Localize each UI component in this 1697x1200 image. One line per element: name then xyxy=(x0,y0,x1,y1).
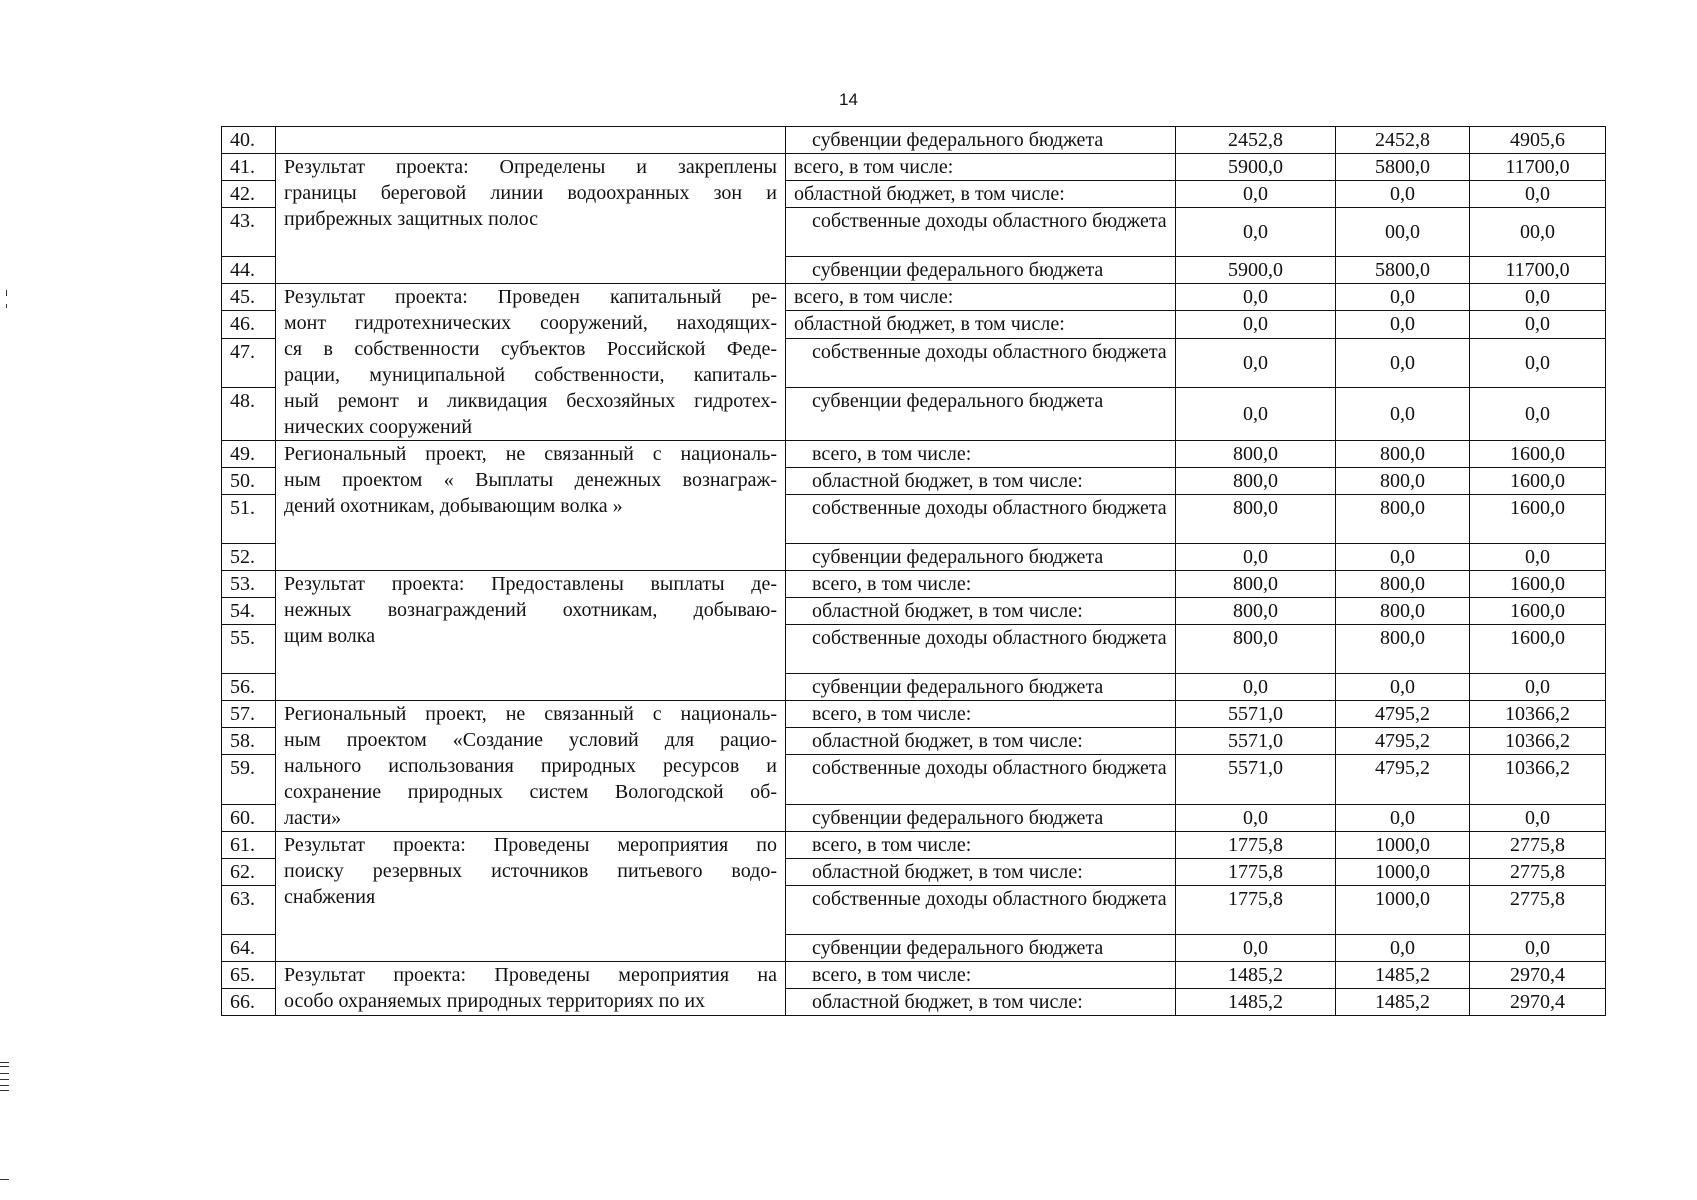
funding-category: всего, в том числе: xyxy=(786,962,1176,989)
value-year-1: 800,0 xyxy=(1176,495,1336,544)
table-row xyxy=(222,441,1606,468)
value-year-1: 1485,2 xyxy=(1176,989,1336,1016)
row-number: 48. xyxy=(222,388,276,441)
value-year-1: 0,0 xyxy=(1176,284,1336,311)
table-row xyxy=(222,832,1606,859)
value-total: 4905,6 xyxy=(1470,127,1606,154)
project-description xyxy=(276,441,786,571)
value-year-1: 0,0 xyxy=(1176,181,1336,208)
value-year-2: 0,0 xyxy=(1336,544,1470,571)
value-year-2: 800,0 xyxy=(1336,495,1470,544)
value-year-2: 800,0 xyxy=(1336,468,1470,495)
project-description-line: Результат проекта: Проведены мероприятия на xyxy=(284,964,777,986)
value-total: 00,0 xyxy=(1470,208,1606,257)
value-year-1: 800,0 xyxy=(1176,571,1336,598)
value-year-1: 800,0 xyxy=(1176,441,1336,468)
value-year-1: 5900,0 xyxy=(1176,154,1336,181)
row-number: 66. xyxy=(222,989,276,1016)
value-total: 2970,4 xyxy=(1470,962,1606,989)
row-number: 60. xyxy=(222,804,276,831)
value-total: 2775,8 xyxy=(1470,886,1606,935)
funding-category: субвенции федерального бюджета xyxy=(786,257,1176,284)
funding-category: всего, в том числе: xyxy=(786,154,1176,181)
project-description-line: нежных вознаграждений охотникам, добываю- xyxy=(284,599,777,621)
project-description-line: щим волка xyxy=(284,625,376,647)
row-number: 44. xyxy=(222,257,276,284)
row-number: 41. xyxy=(222,154,276,181)
value-year-2: 0,0 xyxy=(1336,804,1470,831)
value-year-1: 1485,2 xyxy=(1176,962,1336,989)
project-description-line: Результат проекта: Предоставлены выплаты де- xyxy=(284,573,777,595)
value-total: 1600,0 xyxy=(1470,441,1606,468)
value-year-2: 4795,2 xyxy=(1336,755,1470,804)
project-description-line: поиску резервных источников питьевого водо- xyxy=(284,860,777,882)
funding-category: областной бюджет, в том числе: xyxy=(786,181,1176,208)
funding-category: субвенции федерального бюджета xyxy=(786,674,1176,701)
project-description-line: сохранение природных систем Вологодской об- xyxy=(284,781,777,803)
value-year-2: 800,0 xyxy=(1336,625,1470,674)
budget-table xyxy=(221,126,1606,1016)
row-number: 49. xyxy=(222,441,276,468)
funding-category: областной бюджет, в том числе: xyxy=(786,468,1176,495)
funding-category: областной бюджет, в том числе: xyxy=(786,859,1176,886)
value-total: 0,0 xyxy=(1470,338,1606,388)
value-total: 10366,2 xyxy=(1470,755,1606,804)
row-number: 53. xyxy=(222,571,276,598)
value-total: 1600,0 xyxy=(1470,571,1606,598)
project-description-line: особо охраняемых природных территориях по их xyxy=(284,990,706,1012)
funding-category: всего, в том числе: xyxy=(786,701,1176,728)
row-number: 40. xyxy=(222,127,276,154)
project-description-line: Региональный проект, не связанный с националь- xyxy=(284,703,777,725)
row-number: 57. xyxy=(222,701,276,728)
funding-category: всего, в том числе: xyxy=(786,832,1176,859)
value-year-2: 0,0 xyxy=(1336,311,1470,338)
value-year-2: 0,0 xyxy=(1336,935,1470,962)
value-year-1: 5571,0 xyxy=(1176,701,1336,728)
budget-table-body xyxy=(222,127,1606,1016)
project-description-line: нального использования природных ресурсов и xyxy=(284,755,777,777)
value-year-2: 5800,0 xyxy=(1336,257,1470,284)
value-year-2: 800,0 xyxy=(1336,571,1470,598)
funding-category: субвенции федерального бюджета xyxy=(786,544,1176,571)
value-total: 0,0 xyxy=(1470,935,1606,962)
project-description xyxy=(276,571,786,701)
value-year-1: 1775,8 xyxy=(1176,886,1336,935)
funding-category: собственные доходы областного бюджета xyxy=(786,886,1176,935)
project-description xyxy=(276,127,786,154)
row-number: 59. xyxy=(222,755,276,804)
funding-category: собственные доходы областного бюджета xyxy=(786,755,1176,804)
value-year-2: 0,0 xyxy=(1336,338,1470,388)
value-total: 2970,4 xyxy=(1470,989,1606,1016)
funding-category: областной бюджет, в том числе: xyxy=(786,311,1176,338)
value-total: 11700,0 xyxy=(1470,154,1606,181)
value-year-2: 0,0 xyxy=(1336,388,1470,441)
project-description-line: ным проектом «Создание условий для рацио- xyxy=(284,729,777,751)
project-description-line: монт гидротехнических сооружений, находящих- xyxy=(284,312,777,334)
value-year-1: 1775,8 xyxy=(1176,859,1336,886)
value-year-1: 0,0 xyxy=(1176,544,1336,571)
value-year-1: 5571,0 xyxy=(1176,728,1336,755)
value-year-1: 800,0 xyxy=(1176,468,1336,495)
funding-category: всего, в том числе: xyxy=(786,571,1176,598)
value-total: 1600,0 xyxy=(1470,625,1606,674)
value-year-2: 800,0 xyxy=(1336,598,1470,625)
value-year-2: 4795,2 xyxy=(1336,701,1470,728)
funding-category: всего, в том числе: xyxy=(786,441,1176,468)
value-year-1: 0,0 xyxy=(1176,935,1336,962)
project-description-line: рации, муниципальной собственности, капиталь- xyxy=(284,364,777,386)
row-number: 61. xyxy=(222,832,276,859)
table-row xyxy=(222,154,1606,181)
value-total: 0,0 xyxy=(1470,311,1606,338)
value-year-2: 1000,0 xyxy=(1336,859,1470,886)
row-number: 52. xyxy=(222,544,276,571)
page-number: 14 xyxy=(839,90,858,109)
value-total: 0,0 xyxy=(1470,674,1606,701)
table-row xyxy=(222,962,1606,989)
row-number: 50. xyxy=(222,468,276,495)
value-year-2: 1000,0 xyxy=(1336,886,1470,935)
funding-category: областной бюджет, в том числе: xyxy=(786,989,1176,1016)
funding-category: субвенции федерального бюджета xyxy=(786,935,1176,962)
table-row xyxy=(222,571,1606,598)
project-description xyxy=(276,701,786,832)
project-description xyxy=(276,284,786,441)
row-number: 55. xyxy=(222,625,276,674)
value-total: 1600,0 xyxy=(1470,598,1606,625)
value-total: 10366,2 xyxy=(1470,701,1606,728)
value-total: 0,0 xyxy=(1470,284,1606,311)
value-year-2: 0,0 xyxy=(1336,674,1470,701)
project-description-line: ся в собственности субъектов Российской Феде- xyxy=(284,338,777,360)
value-year-2: 2452,8 xyxy=(1336,127,1470,154)
row-number: 46. xyxy=(222,311,276,338)
project-description xyxy=(276,962,786,1016)
project-description xyxy=(276,154,786,284)
value-year-2: 0,0 xyxy=(1336,284,1470,311)
row-number: 56. xyxy=(222,674,276,701)
funding-category: субвенции федерального бюджета xyxy=(786,388,1176,441)
value-year-2: 4795,2 xyxy=(1336,728,1470,755)
funding-category: всего, в том числе: xyxy=(786,284,1176,311)
project-description-line: дений охотникам, добывающим волка » xyxy=(284,495,623,517)
value-total: 1600,0 xyxy=(1470,495,1606,544)
value-year-2: 800,0 xyxy=(1336,441,1470,468)
value-total: 0,0 xyxy=(1470,181,1606,208)
value-year-1: 2452,8 xyxy=(1176,127,1336,154)
row-number: 43. xyxy=(222,208,276,257)
funding-category: собственные доходы областного бюджета xyxy=(786,338,1176,388)
funding-category: субвенции федерального бюджета xyxy=(786,127,1176,154)
table-row xyxy=(222,701,1606,728)
row-number: 62. xyxy=(222,859,276,886)
value-total: 2775,8 xyxy=(1470,832,1606,859)
value-total: 1600,0 xyxy=(1470,468,1606,495)
row-number: 64. xyxy=(222,935,276,962)
project-description-line: прибрежных защитных полос xyxy=(284,208,538,230)
value-year-2: 1485,2 xyxy=(1336,989,1470,1016)
value-year-1: 5571,0 xyxy=(1176,755,1336,804)
row-number: 65. xyxy=(222,962,276,989)
funding-category: собственные доходы областного бюджета xyxy=(786,208,1176,257)
row-number: 63. xyxy=(222,886,276,935)
value-year-1: 0,0 xyxy=(1176,338,1336,388)
funding-category: собственные доходы областного бюджета xyxy=(786,625,1176,674)
row-number: 45. xyxy=(222,284,276,311)
value-year-1: 0,0 xyxy=(1176,311,1336,338)
row-number: 51. xyxy=(222,495,276,544)
value-year-1: 0,0 xyxy=(1176,208,1336,257)
row-number: 47. xyxy=(222,338,276,388)
value-year-1: 0,0 xyxy=(1176,388,1336,441)
project-description-line: снабжения xyxy=(284,886,376,908)
value-total: 0,0 xyxy=(1470,804,1606,831)
table-row xyxy=(222,127,1606,154)
value-year-1: 0,0 xyxy=(1176,674,1336,701)
value-total: 0,0 xyxy=(1470,388,1606,441)
value-total: 2775,8 xyxy=(1470,859,1606,886)
project-description-line: Результат проекта: Проведен капитальный ре- xyxy=(284,286,777,308)
funding-category: областной бюджет, в том числе: xyxy=(786,598,1176,625)
funding-category: собственные доходы областного бюджета xyxy=(786,495,1176,544)
value-year-2: 1485,2 xyxy=(1336,962,1470,989)
value-year-2: 5800,0 xyxy=(1336,154,1470,181)
value-year-1: 1775,8 xyxy=(1176,832,1336,859)
value-total: 10366,2 xyxy=(1470,728,1606,755)
row-number: 42. xyxy=(222,181,276,208)
table-row xyxy=(222,284,1606,311)
project-description-line: ным проектом « Выплаты денежных вознаграж- xyxy=(284,469,777,491)
project-description-line: Региональный проект, не связанный с националь- xyxy=(284,443,777,465)
project-description-line: ласти» xyxy=(284,807,342,829)
value-year-1: 0,0 xyxy=(1176,804,1336,831)
value-total: 11700,0 xyxy=(1470,257,1606,284)
value-year-2: 0,0 xyxy=(1336,181,1470,208)
value-year-1: 5900,0 xyxy=(1176,257,1336,284)
funding-category: субвенции федерального бюджета xyxy=(786,804,1176,831)
value-total: 0,0 xyxy=(1470,544,1606,571)
funding-category: областной бюджет, в том числе: xyxy=(786,728,1176,755)
project-description-line: Результат проекта: Определены и закреплены xyxy=(284,156,777,178)
project-description-line: границы береговой линии водоохранных зон и xyxy=(284,182,777,204)
project-description xyxy=(276,832,786,962)
value-year-1: 800,0 xyxy=(1176,598,1336,625)
value-year-2: 1000,0 xyxy=(1336,832,1470,859)
row-number: 54. xyxy=(222,598,276,625)
value-year-1: 800,0 xyxy=(1176,625,1336,674)
project-description-line: нических сооружений xyxy=(284,416,473,438)
value-year-2: 00,0 xyxy=(1336,208,1470,257)
project-description-line: Результат проекта: Проведены мероприятия по xyxy=(284,834,777,856)
row-number: 58. xyxy=(222,728,276,755)
project-description-line: ный ремонт и ликвидация бесхозяйных гидротех- xyxy=(284,390,777,412)
